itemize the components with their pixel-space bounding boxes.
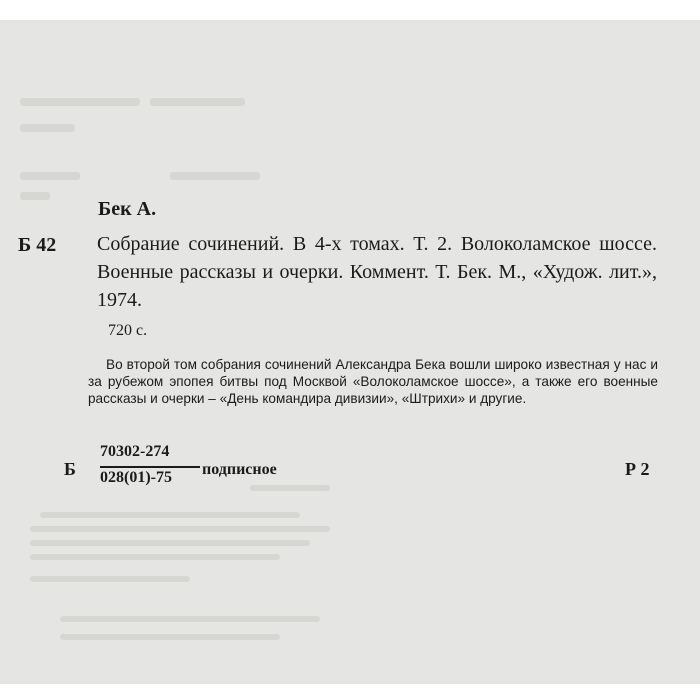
fraction-denominator: 028(01)-75 xyxy=(100,469,172,486)
show-through-texture xyxy=(0,20,700,684)
library-code: Б 42 xyxy=(18,234,57,256)
fraction-numerator: 70302-274 xyxy=(100,443,170,460)
subscription-label: подписное xyxy=(202,461,277,478)
annotation-text: Во второй том собрания сочинений Александра Бека вошли широко известная у нас и за рубежом эпопея битвы под Москвой «Волоколамское шоссе», а также его военные рассказы и очерки – «День командира дивизии», «Штрихи» и другие. xyxy=(88,357,658,406)
index-letter: Б xyxy=(64,459,76,479)
book-title-entry: Собрание сочинений. В 4-х томах. Т. 2. Волоколамское шоссе. Военные рассказы и очерки. Коммент. Т. Бек. М., «Худож. лит.», 1974. xyxy=(97,233,657,311)
fraction-line xyxy=(100,466,200,468)
author-name: Бек А. xyxy=(98,198,157,220)
rubric-code: Р 2 xyxy=(625,459,650,479)
catalog-card-page xyxy=(0,20,700,684)
page-count: 720 с. xyxy=(108,322,148,339)
